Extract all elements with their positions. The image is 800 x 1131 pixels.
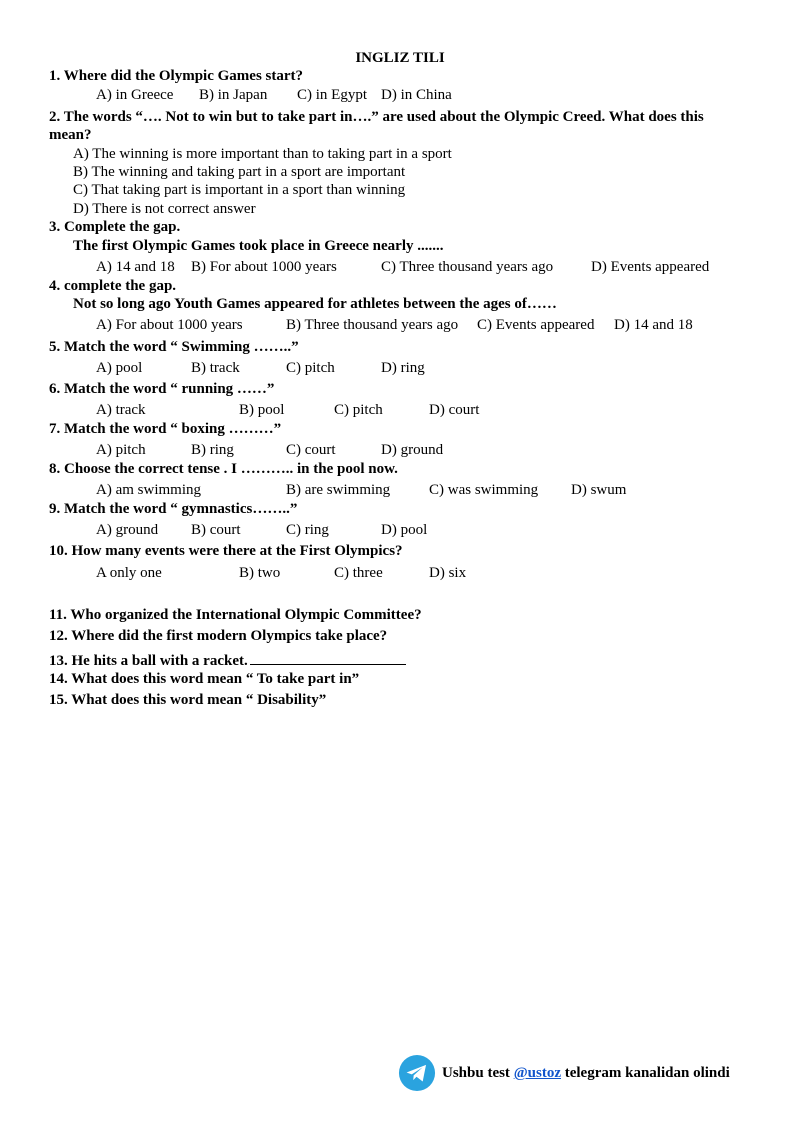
q10-option-d: D) six <box>429 565 467 581</box>
q3-option-a: A) 14 and 18 <box>96 259 175 275</box>
q4-option-d: D) 14 and 18 <box>614 317 693 333</box>
q4-prompt: Not so long ago Youth Games appeared for athletes between the ages of…… <box>73 296 557 312</box>
question-9: 9. Match the word “ gymnastics……..” <box>49 501 298 517</box>
question-1: 1. Where did the Olympic Games start? <box>49 68 304 84</box>
q8-option-a: A) am swimming <box>96 482 201 498</box>
question-10: 10. How many events were there at the First Olympics? <box>49 543 403 559</box>
q3-option-b: B) For about 1000 years <box>191 259 337 275</box>
q5-option-a: A) pool <box>96 360 143 376</box>
q8-option-d: D) swum <box>571 482 627 498</box>
q3-option-c: C) Three thousand years ago <box>381 259 554 275</box>
q1-option-b: B) in Japan <box>199 87 268 103</box>
q10-option-c: C) three <box>334 565 383 581</box>
q2-option-a: A) The winning is more important than to taking part in a sport <box>73 146 452 162</box>
q4-option-b: B) Three thousand years ago <box>286 317 459 333</box>
question-15: 15. What does this word mean “ Disability” <box>49 692 327 708</box>
q1-option-c: C) in Egypt <box>297 87 367 103</box>
footer-prefix: Ushbu test <box>442 1065 514 1081</box>
q7-option-c: C) court <box>286 442 336 458</box>
q5-option-d: D) ring <box>381 360 425 376</box>
q7-option-b: B) ring <box>191 442 234 458</box>
q6-option-d: D) court <box>429 402 480 418</box>
footer-text <box>442 1065 730 1082</box>
q5-option-c: C) pitch <box>286 360 335 376</box>
question-11: 11. Who organized the International Olympic Committee? <box>49 607 422 623</box>
answer-blank <box>250 650 406 665</box>
q6-option-c: C) pitch <box>334 402 383 418</box>
q7-option-d: D) ground <box>381 442 444 458</box>
q9-option-c: C) ring <box>286 522 329 538</box>
q2-option-c: C) That taking part is important in a sport than winning <box>73 182 406 198</box>
question-3: 3. Complete the gap. <box>49 219 181 235</box>
question-13 <box>49 650 406 670</box>
question-8: 8. Choose the correct tense . I ……….. in the pool now. <box>49 461 398 477</box>
question-4: 4. complete the gap. <box>49 278 177 294</box>
q8-option-b: B) are swimming <box>286 482 391 498</box>
page-title: INGLIZ TILI <box>355 50 445 66</box>
q5-option-b: B) track <box>191 360 240 376</box>
q1-option-d: D) in China <box>381 87 452 103</box>
q9-option-d: D) pool <box>381 522 428 538</box>
question-6: 6. Match the word “ running ……” <box>49 381 275 397</box>
question-12: 12. Where did the first modern Olympics take place? <box>49 628 388 644</box>
q4-option-c: C) Events appeared <box>477 317 595 333</box>
source-footer <box>398 1054 778 1094</box>
q6-option-a: A) track <box>96 402 146 418</box>
question-13-text: 13. He hits a ball with a racket. <box>49 653 248 669</box>
question-5: 5. Match the word “ Swimming ……..” <box>49 339 299 355</box>
q2-option-d: D) There is not correct answer <box>73 201 256 217</box>
q8-option-c: C) was swimming <box>429 482 539 498</box>
q6-option-b: B) pool <box>239 402 285 418</box>
q1-option-a: A) in Greece <box>96 87 174 103</box>
telegram-icon <box>398 1054 436 1092</box>
q10-option-b: B) two <box>239 565 281 581</box>
q2-option-b: B) The winning and taking part in a sport are important <box>73 164 406 180</box>
q10-option-a: A only one <box>96 565 162 581</box>
footer-suffix: telegram kanalidan olindi <box>560 1065 730 1081</box>
q9-option-b: B) court <box>191 522 241 538</box>
question-14: 14. What does this word mean “ To take part in” <box>49 671 360 687</box>
q4-option-a: A) For about 1000 years <box>96 317 243 333</box>
q9-option-a: A) ground <box>96 522 159 538</box>
q3-option-d: D) Events appeared <box>591 259 710 275</box>
q7-option-a: A) pitch <box>96 442 146 458</box>
channel-link[interactable]: @ustoz <box>513 1065 561 1081</box>
question-2: 2. The words “…. Not to win but to take part in….” are used about the Olympic Creed. What does this mean? <box>49 109 704 143</box>
question-7: 7. Match the word “ boxing ………” <box>49 421 282 437</box>
q3-prompt: The first Olympic Games took place in Greece nearly ....... <box>73 238 444 254</box>
